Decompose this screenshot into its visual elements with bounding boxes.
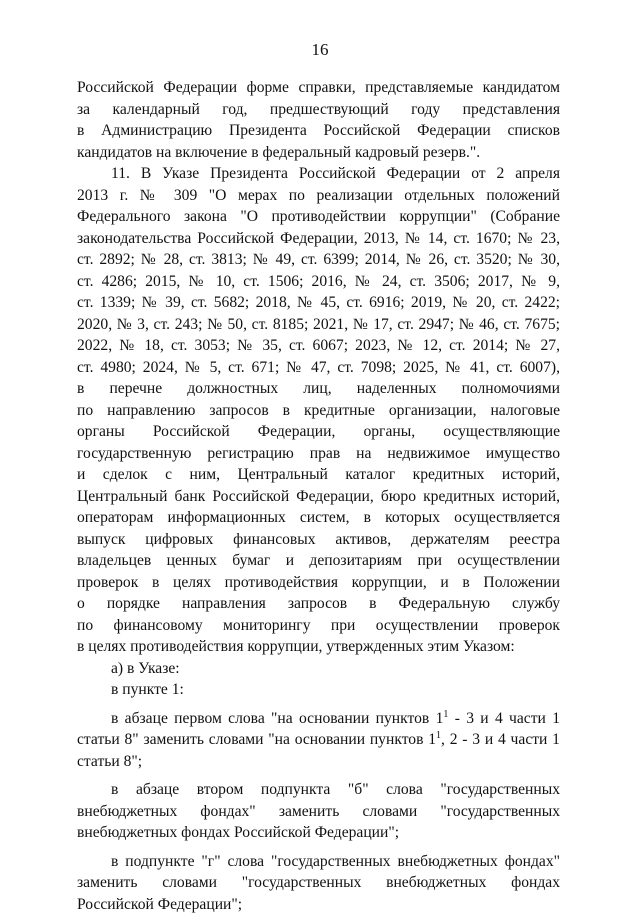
paragraph (77, 679, 560, 701)
text-line: заменить словами "государственных внебюджетных фондах (77, 872, 560, 894)
page-number: 16 (0, 40, 640, 60)
text-line: в абзаце первом слова "на основании пунктов $1^1 - 3$ и 4 части 1 (77, 708, 560, 730)
text-line: 2013 г. № 309 "О мерах по реализации отдельных положений (77, 185, 560, 207)
text-line: статьи 8"; (77, 751, 560, 773)
text-line: владельцев ценных бумаг и депозитариям при осуществлении (77, 550, 560, 572)
text-line: выпуск цифровых финансовых активов, держателям реестра (77, 529, 560, 551)
text-line: по финансовому мониторингу при осуществлении проверок (77, 615, 560, 637)
text-line: операторам информационных систем, в которых осуществляется (77, 507, 560, 529)
text-line: в Администрацию Президента Российской Федерации списков (77, 120, 560, 142)
text-line: ст. 4980; 2024, № 5, ст. 671; № 47, ст. 7098; 2025, № 41, ст. 6007), (77, 357, 560, 379)
text-line: в абзаце втором подпункта "б" слова "государственных (77, 779, 560, 801)
text-line: а) в Указе: (77, 658, 560, 680)
paragraph (77, 851, 560, 915)
text-line: и сделок с ним, Центральный каталог кредитных историй, (77, 464, 560, 486)
paragraph (77, 77, 560, 163)
paragraph (77, 708, 560, 773)
text-line: законодательства Российской Федерации, 2013, № 14, ст. 1670; № 23, (77, 228, 560, 250)
text-line: 2020, № 3, ст. 243; № 50, ст. 8185; 2021, № 17, ст. 2947; № 46, ст. 7675; (77, 314, 560, 336)
text-line: ст. 1339; № 39, ст. 5682; 2018, № 45, ст. 6916; 2019, № 20, ст. 2422; (77, 292, 560, 314)
text-line: в перечне должностных лиц, наделенных полномочиями (77, 378, 560, 400)
paragraph-gap (77, 844, 560, 851)
text-line: в подпункте "г" слова "государственных внебюджетных фондах" (77, 851, 560, 873)
paragraph-gap (77, 772, 560, 779)
text-line: ст. 4286; 2015, № 10, ст. 1506; 2016, № 24, ст. 3506; 2017, № 9, (77, 271, 560, 293)
text-line: Центральный банк Российской Федерации, бюро кредитных историй, (77, 486, 560, 508)
text-line: кандидатов на включение в федеральный кадровый резерв.". (77, 142, 560, 164)
text-line: 2022, № 18, ст. 3053; № 35, ст. 6067; 2023, № 12, ст. 2014; № 27, (77, 335, 560, 357)
paragraph-gap (77, 701, 560, 708)
text-line: внебюджетных фондах Российской Федерации"; (77, 822, 560, 844)
text-line: органы Российской Федерации, органы, осуществляющие (77, 421, 560, 443)
text-line: Федерального закона "О противодействии коррупции" (Собрание (77, 206, 560, 228)
text-line: статьи 8" заменить словами "на основании пунктов $1^1$, 2 - 3 и 4 части 1 (77, 729, 560, 751)
text-line: Российской Федерации"; (77, 894, 560, 915)
text-line: о порядке направления запросов в Федеральную службу (77, 593, 560, 615)
text-line: по направлению запросов в кредитные организации, налоговые (77, 400, 560, 422)
text-line: 11. В Указе Президента Российской Федерации от 2 апреля (77, 163, 560, 185)
document-body (77, 77, 560, 915)
text-line: государственную регистрацию прав на недвижимое имущество (77, 443, 560, 465)
text-line: Российской Федерации форме справки, представляемые кандидатом (77, 77, 560, 99)
paragraph (77, 658, 560, 680)
text-line: за календарный год, предшествующий году представления (77, 99, 560, 121)
text-line: в пункте 1: (77, 679, 560, 701)
paragraph (77, 779, 560, 844)
paragraph (77, 163, 560, 658)
text-line: внебюджетных фондах" заменить словами "государственных (77, 801, 560, 823)
text-line: в целях противодействия коррупции, утвержденных этим Указом: (77, 636, 560, 658)
text-line: проверок в целях противодействия коррупции, и в Положении (77, 572, 560, 594)
text-line: ст. 2892; № 28, ст. 3813; № 49, ст. 6399; 2014, № 26, ст. 3520; № 30, (77, 249, 560, 271)
